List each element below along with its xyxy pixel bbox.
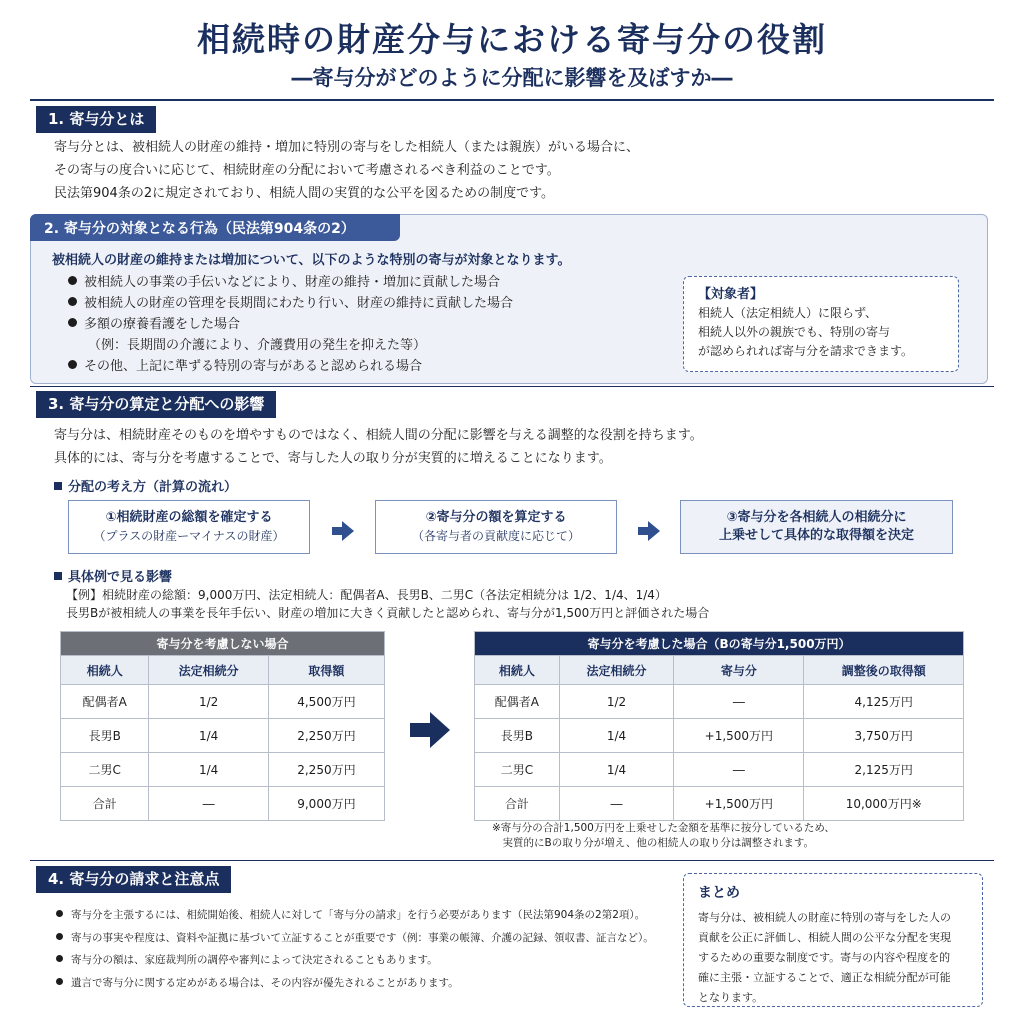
page-subtitle: ―寄与分がどのように分配に影響を及ぼすか― [291, 66, 733, 90]
target-box-line: 相続人（法定相続人）に限らず、 [698, 306, 878, 320]
bullet-icon [68, 318, 77, 327]
table-row: 二男C 1/4 2,250万円 [61, 753, 385, 787]
target-box-line: が認められれば寄与分を請求できます。 [698, 344, 914, 358]
target-person-box [683, 276, 959, 372]
section4-list [56, 904, 654, 994]
page-title: 相続時の財産分与における寄与分の役割 [197, 20, 827, 59]
flow-step-3: ③寄与分を各相続人の相続分に 上乗せして具体的な取得額を決定 [680, 500, 953, 554]
list-item: 寄与の事実や程度は、資料や証拠に基づいて立証することが重要です（例：事業の帳簿、介護の記録、領収書、証言など）。 [56, 927, 654, 950]
bullet-icon [68, 360, 77, 369]
section3-line: 寄与分は、相続財産そのものを増やすものではなく、相続人間の分配に影響を与える調整的な役割を持ちます。 [54, 428, 703, 443]
section3-line: 具体的には、寄与分を考慮することで、寄与した人の取り分が実質的に増えることになります。 [54, 451, 612, 466]
table-header: 法定相続分 [149, 656, 268, 685]
example-text [66, 586, 709, 622]
flow-step-1: ①相続財産の総額を確定する （プラスの財産ーマイナスの財産） [68, 500, 310, 554]
section1-line: 民法第904条の2に規定されており、相続人間の実質的な公平を図るための制度です。 [54, 186, 555, 201]
table-row: 長男B 1/4 2,250万円 [61, 719, 385, 753]
section2-list [68, 272, 513, 377]
table-row: 配偶者A 1/2 ― 4,125万円 [475, 685, 964, 719]
bullet-icon [56, 933, 63, 940]
section3-divider [30, 860, 994, 861]
table-header: 調整後の取得額 [804, 656, 964, 685]
list-item: 多額の療養看護をした場合 [68, 314, 513, 335]
table-caption: 寄与分を考慮した場合（Bの寄与分1,500万円） [475, 632, 964, 656]
table-caption: 寄与分を考慮しない場合 [61, 632, 385, 656]
example-line: 長男Bが被相続人の事業を長年手伝い、財産の増加に大きく貢献したと認められ、寄与分が1,500万円と評価された場合 [66, 606, 710, 620]
bullet-icon [56, 978, 63, 985]
table-header: 相続人 [61, 656, 149, 685]
example-heading: 具体例で見る影響 [54, 566, 172, 585]
table-row: 長男B 1/4 +1,500万円 3,750万円 [475, 719, 964, 753]
square-bullet-icon [54, 482, 62, 490]
section1-line: その寄与の度合いに応じて、相続財産の分配において考慮されるべき利益のことです。 [54, 163, 560, 178]
table-footnote: ※寄与分の合計1,500万円を上乗せした金額を基準に按分しているため、 実質的にBの取り分が増え、他の相続人の取り分は調整されます。 [492, 822, 835, 849]
table-row: 合計 ― +1,500万円 10,000万円※ [475, 787, 964, 821]
section1-line: 寄与分とは、被相続人の財産の維持・増加に特別の寄与をした相続人（または親族）がいる場合に、 [54, 140, 640, 155]
bullet-icon [56, 955, 63, 962]
list-item: 寄与分の額は、家庭裁判所の調停や審判によって決定されることもあります。 [56, 949, 654, 972]
section3-body [54, 424, 703, 470]
summary-box [683, 873, 983, 1007]
bullet-icon [56, 910, 63, 917]
list-item: 寄与分を主張するには、相続開始後、相続人に対して「寄与分の請求」を行う必要があります（民法第904条の2第2項）。 [56, 904, 654, 927]
bullet-icon [68, 276, 77, 285]
section1-body [54, 136, 639, 205]
list-item: 被相続人の事業の手伝いなどにより、財産の維持・増加に貢献した場合 [68, 272, 513, 293]
target-box-line: 相続人以外の親族でも、特別の寄与 [698, 325, 891, 339]
table-with-contribution [474, 631, 964, 821]
section3-heading: 3. 寄与分の算定と分配への影響 [36, 391, 276, 418]
table-header: 寄与分 [674, 656, 804, 685]
section1-heading: 1. 寄与分とは [36, 106, 156, 133]
target-box-title: 【対象者】 [698, 287, 764, 302]
arrow-right-icon [648, 521, 660, 541]
table-header: 取得額 [268, 656, 384, 685]
section2-heading: 2. 寄与分の対象となる行為（民法第904条の2） [30, 214, 400, 241]
summary-text: 寄与分は、被相続人の財産に特別の寄与をした人の 貢献を公正に評価し、相続人間の公平な分配を実現 するための重要な制度です。寄与の内容や程度を的 確に主張・立証することで、適正な相続分配が可能 となります。 [698, 911, 951, 1004]
section2-divider [30, 386, 994, 387]
arrow-right-icon [342, 521, 354, 541]
example-line: 【例】相続財産の総額：9,000万円、法定相続人：配偶者A、長男B、二男C（各法定相続分は 1/2、1/4、1/4） [66, 588, 667, 602]
section4-heading: 4. 寄与分の請求と注意点 [36, 866, 231, 893]
list-item: その他、上記に準ずる特別の寄与があると認められる場合 [68, 356, 513, 377]
section2-intro: 被相続人の財産の維持または増加について、以下のような特別の寄与が対象となります。 [52, 253, 571, 268]
flow-step-2: ②寄与分の額を算定する （各寄与者の貢献度に応じて） [375, 500, 617, 554]
table-row: 合計 ― 9,000万円 [61, 787, 385, 821]
table-row: 二男C 1/4 ― 2,125万円 [475, 753, 964, 787]
square-bullet-icon [54, 572, 62, 580]
flow-heading: 分配の考え方（計算の流れ） [54, 476, 237, 495]
summary-title: まとめ [698, 885, 740, 901]
list-item: 遺言で寄与分に関する定めがある場合は、その内容が優先されることがあります。 [56, 972, 654, 995]
arrow-right-icon [410, 712, 450, 748]
table-row: 配偶者A 1/2 4,500万円 [61, 685, 385, 719]
table-header: 相続人 [475, 656, 560, 685]
list-item: 被相続人の財産の管理を長期間にわたり行い、財産の維持に貢献した場合 [68, 293, 513, 314]
table-without-contribution [60, 631, 385, 821]
title-divider [30, 99, 994, 101]
bullet-icon [68, 297, 77, 306]
table-header: 法定相続分 [559, 656, 673, 685]
list-item-note: （例：長期間の介護により、介護費用の発生を抑えた等） [88, 338, 427, 353]
